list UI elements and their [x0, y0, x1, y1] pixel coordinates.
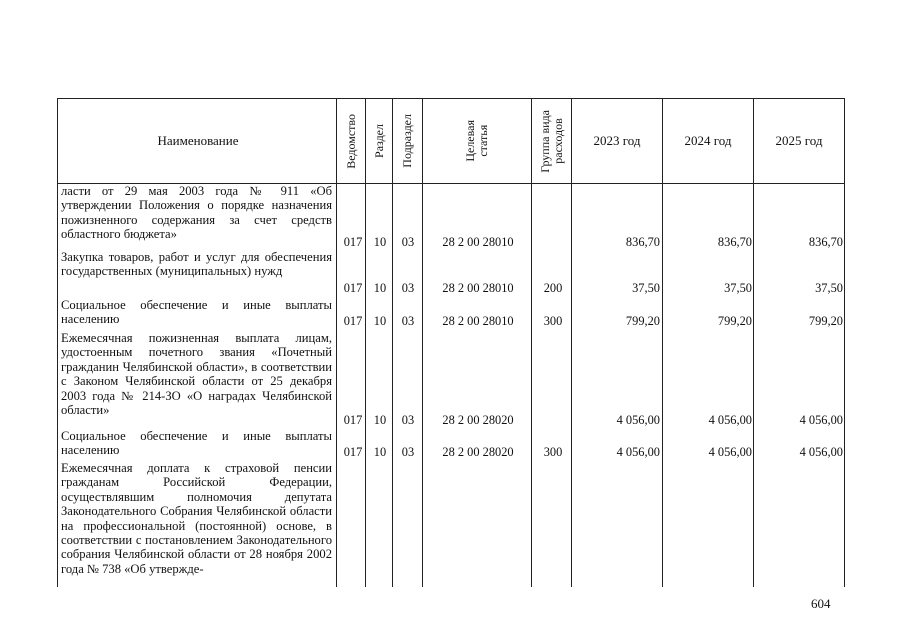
row-vedomstvo: 017: [343, 235, 363, 249]
row-razdel: 10: [373, 314, 387, 328]
header-celevaya-statya: Целевая статья: [463, 120, 490, 162]
row-gruppa: 300: [543, 314, 563, 328]
row-value-2024: 799,20: [717, 314, 752, 328]
row-podrazdel: 03: [401, 413, 415, 427]
row-value-2024: 836,70: [717, 235, 752, 249]
header-gruppa-rashodov: Группа вида расходов: [537, 109, 565, 173]
row-podrazdel: 03: [401, 314, 415, 328]
row-name: Ежемесячная доплата к страховой пенсии гражданам Российской Федерации, осуществлявшим полномочия депутата Законодательного Собрания Челябинской области на профессиональной (постоянной) основе, в соответствии с постановлением Законодательного собрания Челябинской области от 28 ноября 2002 года № 738 «Об утвержде-: [61, 461, 332, 576]
header-year-2023: 2023 год: [593, 133, 641, 148]
row-gruppa: 200: [543, 281, 563, 295]
row-podrazdel: 03: [401, 235, 415, 249]
row-value-2025: 37,50: [815, 281, 843, 295]
row-value-2023: 836,70: [625, 235, 660, 249]
row-name: Социальное обеспечение и иные выплаты населению: [61, 429, 332, 458]
row-name: ласти от 29 мая 2003 года № 911 «Об утверждении Положения о порядке назначения пожизненного содержания за счет средств областного бюджета»: [61, 184, 332, 242]
row-celevaya: 28 2 00 28020: [442, 413, 514, 427]
header-vedomstvo: Ведомство: [343, 113, 358, 169]
row-vedomstvo: 017: [343, 413, 363, 427]
row-razdel: 10: [373, 281, 387, 295]
row-podrazdel: 03: [401, 445, 415, 459]
row-value-2025: 4 056,00: [799, 445, 843, 459]
row-celevaya: 28 2 00 28010: [442, 314, 514, 328]
row-value-2025: 836,70: [808, 235, 843, 249]
header-podrazdel: Подраздел: [400, 114, 414, 168]
header-year-2024: 2024 год: [684, 133, 732, 148]
row-value-2023: 4 056,00: [616, 413, 660, 427]
row-value-2023: 799,20: [625, 314, 660, 328]
row-celevaya: 28 2 00 28010: [442, 235, 514, 249]
row-gruppa: 300: [543, 445, 563, 459]
row-vedomstvo: 017: [343, 314, 363, 328]
row-razdel: 10: [373, 235, 387, 249]
row-value-2024: 4 056,00: [708, 445, 752, 459]
row-value-2025: 4 056,00: [799, 413, 843, 427]
header-name: Наименование: [157, 133, 239, 148]
row-value-2023: 4 056,00: [616, 445, 660, 459]
row-razdel: 10: [373, 413, 387, 427]
row-name: Социальное обеспечение и иные выплаты населению: [61, 298, 332, 327]
row-value-2025: 799,20: [808, 314, 843, 328]
row-celevaya: 28 2 00 28020: [442, 445, 514, 459]
row-value-2023: 37,50: [632, 281, 660, 295]
row-value-2024: 37,50: [724, 281, 752, 295]
row-value-2024: 4 056,00: [708, 413, 752, 427]
row-razdel: 10: [373, 445, 387, 459]
header-year-2025: 2025 год: [775, 133, 823, 148]
page-number: 604: [811, 596, 831, 611]
row-vedomstvo: 017: [343, 445, 363, 459]
row-name: Закупка товаров, работ и услуг для обеспечения государственных (муниципальных) нужд: [61, 250, 332, 279]
header-razdel: Раздел: [371, 124, 386, 158]
row-podrazdel: 03: [401, 281, 415, 295]
row-vedomstvo: 017: [343, 281, 363, 295]
row-celevaya: 28 2 00 28010: [442, 281, 514, 295]
row-name: Ежемесячная пожизненная выплата лицам, удостоенным почетного звания «Почетный гражданин Челябинской области», в соответствии с Законом Челябинской области от 25 декабря 2003 года № 214-ЗО «О наградах Челябинской области»: [61, 331, 332, 418]
